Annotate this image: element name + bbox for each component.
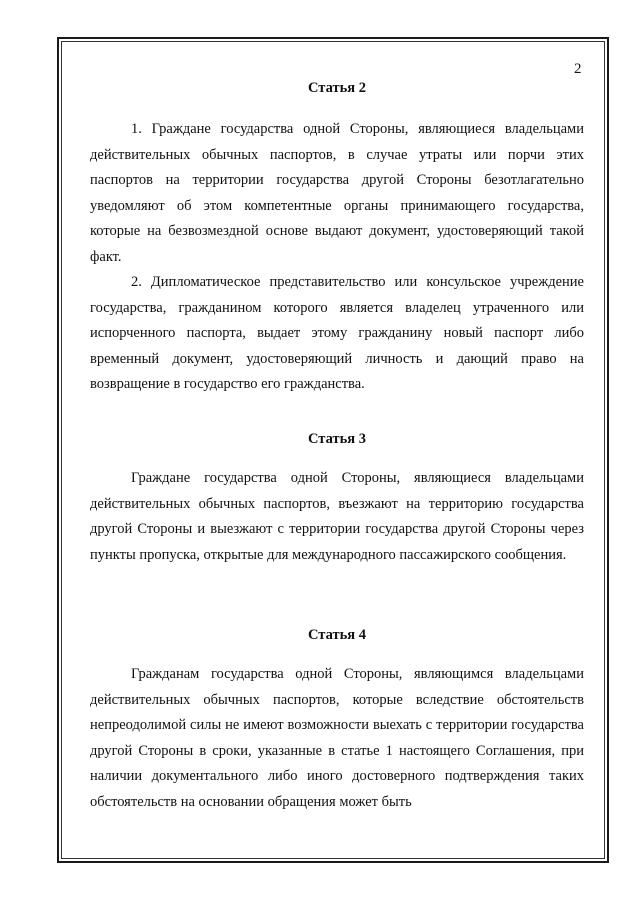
article-4-paragraph-1: Гражданам государства одной Стороны, являющимся владельцами действительных обычных паспортов, которые вследствие обстоятельств непреодолимой силы не имеют возможности выехать с территории государства другой Стороны в сроки, указанные в статье 1 настоящего Соглашения, при наличии документального либо иного достоверного подтверждения таких обстоятельств на основании обращения может быть — [90, 666, 584, 810]
article-4-heading: Статья 4 — [308, 627, 366, 643]
article-2-paragraph-2: 2. Дипломатическое представительство или консульское учреждение государства, гражданином которого является владелец утраченного или испорченного паспорта, выдает этому гражданину новый паспорт либо временный документ, удостоверяющий личность и дающий право на возвращение в государство его гражданства. — [90, 274, 584, 392]
article-2-heading: Статья 2 — [308, 80, 366, 96]
page-number: 2 — [574, 61, 582, 77]
article-3-paragraph-1: Граждане государства одной Стороны, являющиеся владельцами действительных обычных паспортов, въезжают на территорию государства другой Стороны и выезжают с территории государства другой Стороны через пункты пропуска, открытые для международного пассажирского сообщения. — [90, 470, 584, 563]
article-2-paragraph-1: 1. Граждане государства одной Стороны, являющиеся владельцами действительных обычных паспортов, в случае утраты или порчи этих паспортов на территории государства другой Стороны безотлагательно уведомляют об этом компетентные органы принимающего государства, которые на безвозмездной основе выдают документ, удостоверяющий такой факт. — [90, 121, 584, 265]
article-3-heading: Статья 3 — [308, 431, 366, 447]
